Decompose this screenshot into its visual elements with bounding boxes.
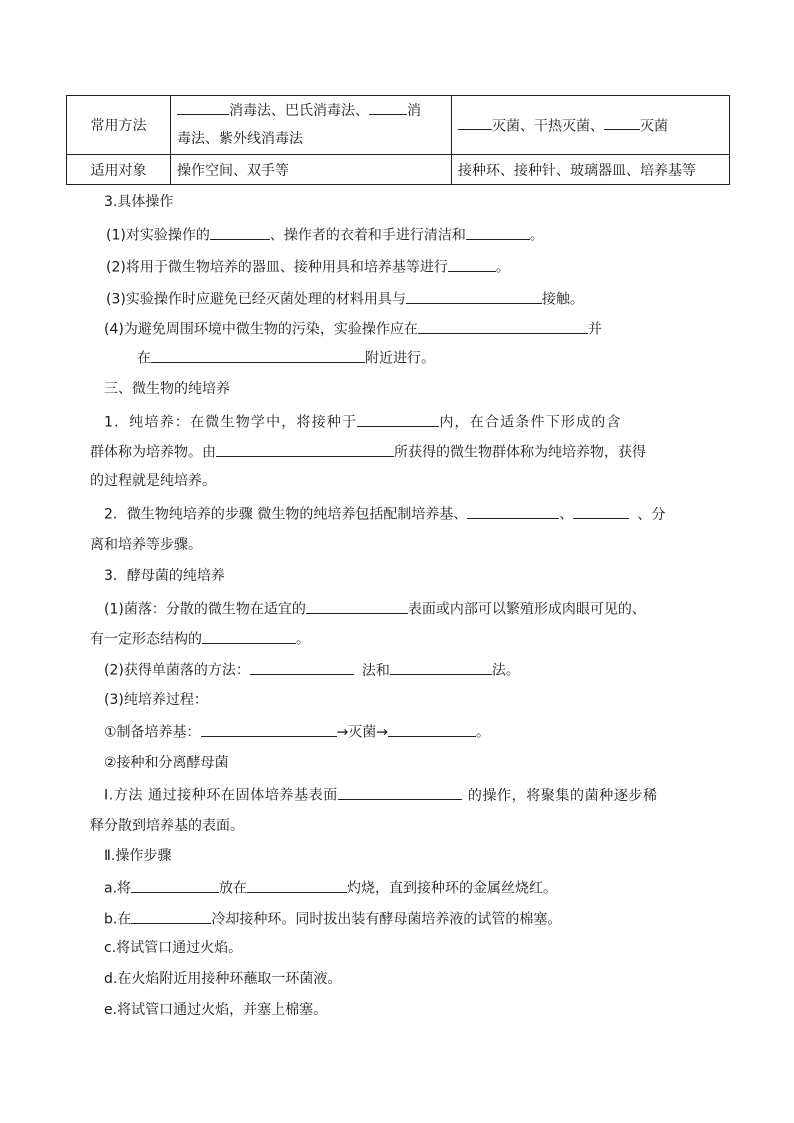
blank[interactable] bbox=[418, 318, 588, 334]
paragraph: (2)获得单菌落的方法： 法和 法。 bbox=[104, 659, 520, 681]
table-row bbox=[67, 96, 730, 155]
subsection-heading: 3．酵母菌的纯培养 bbox=[104, 568, 225, 584]
blank[interactable] bbox=[131, 877, 219, 893]
paragraph: 离和培养等步骤。 bbox=[90, 537, 202, 553]
section-heading: 三、微生物的纯培养 bbox=[104, 381, 230, 397]
paragraph: (2)将用于微生物培养的器皿、接种用具和培养基等进行 。 bbox=[106, 256, 510, 278]
sterilization-methods-cell: 灭菌、干热灭菌、 灭菌 bbox=[452, 96, 730, 155]
blank[interactable] bbox=[466, 224, 530, 240]
paragraph: (1)菌落：分散的微生物在适宜的 表面或内部可以繁殖形成肉眼可见的、 bbox=[104, 598, 646, 620]
blank[interactable] bbox=[202, 628, 296, 644]
blank[interactable] bbox=[306, 598, 408, 614]
sterilization-methods-table bbox=[66, 95, 730, 185]
paragraph: 1．纯培养：在微生物学中，将接种于 内，在合适条件下形成的含 bbox=[104, 411, 622, 433]
blank[interactable] bbox=[247, 877, 347, 893]
paragraph: 在 附近进行。 bbox=[137, 347, 435, 369]
paragraph: (3)实验操作时应避免已经灭菌处理的材料用具与 接触。 bbox=[106, 288, 584, 310]
step-b: b.在 冷却接种环。同时拔出装有酵母菌培养液的试管的棉塞。 bbox=[104, 908, 561, 930]
blank[interactable] bbox=[338, 784, 462, 800]
paragraph: 释分散到培养基的表面。 bbox=[90, 818, 244, 834]
blank[interactable] bbox=[177, 99, 229, 115]
blank[interactable] bbox=[604, 115, 640, 131]
blank[interactable] bbox=[210, 224, 270, 240]
blank[interactable] bbox=[406, 288, 542, 304]
paragraph: Ⅱ.操作步骤 bbox=[104, 848, 172, 864]
blank[interactable] bbox=[250, 659, 354, 675]
blank[interactable] bbox=[573, 503, 629, 519]
blank[interactable] bbox=[390, 659, 492, 675]
paragraph: 群体称为培养物。由 所获得的微生物群体称为纯培养物，获得 bbox=[90, 441, 646, 463]
disinfection-targets-cell: 操作空间、双手等 bbox=[171, 155, 452, 185]
step-d: d.在火焰附近用接种环蘸取一环菌液。 bbox=[104, 971, 342, 987]
paragraph: ②接种和分离酵母菌 bbox=[104, 755, 229, 771]
blank[interactable] bbox=[131, 908, 211, 924]
blank[interactable] bbox=[448, 256, 496, 272]
table-row bbox=[67, 155, 730, 185]
paragraph: 有一定形态结构的 。 bbox=[90, 628, 310, 650]
blank[interactable] bbox=[357, 411, 439, 427]
step-a: a.将 放在 灼烧，直到接种环的金属丝烧红。 bbox=[104, 877, 557, 899]
row-header-targets: 适用对象 bbox=[67, 155, 171, 185]
step-e: e.将试管口通过火焰，并塞上棉塞。 bbox=[104, 1002, 328, 1018]
blank[interactable] bbox=[458, 115, 492, 131]
disinfection-methods-cell: 消毒法、巴氏消毒法、 消 毒法、紫外线消毒法 bbox=[171, 96, 452, 155]
blank[interactable] bbox=[388, 721, 476, 737]
step-c: c.将试管口通过火焰。 bbox=[104, 940, 243, 956]
blank[interactable] bbox=[151, 347, 365, 363]
paragraph: (3)纯培养过程： bbox=[104, 692, 208, 708]
blank[interactable] bbox=[216, 441, 394, 457]
paragraph: ①制备培养基： →灭菌→ 。 bbox=[104, 721, 490, 743]
blank[interactable] bbox=[467, 503, 559, 519]
blank[interactable] bbox=[369, 99, 407, 115]
section-heading: 3.具体操作 bbox=[104, 194, 174, 210]
row-header-methods: 常用方法 bbox=[67, 96, 171, 155]
paragraph: Ⅰ.方法 通过接种环在固体培养基表面 的操作，将聚集的菌种逐步稀 bbox=[104, 784, 658, 806]
blank[interactable] bbox=[201, 721, 337, 737]
sterilization-targets-cell: 接种环、接种针、玻璃器皿、培养基等 bbox=[452, 155, 730, 185]
paragraph: 2．微生物纯培养的步骤 微生物的纯培养包括配制培养基、 、 、分 bbox=[104, 503, 665, 525]
paragraph: (4)为避免周围环境中微生物的污染，实验操作应在 并 bbox=[104, 318, 602, 340]
paragraph: 的过程就是纯培养。 bbox=[90, 473, 216, 489]
paragraph: (1)对实验操作的 、操作者的衣着和手进行清洁和 。 bbox=[106, 224, 544, 246]
